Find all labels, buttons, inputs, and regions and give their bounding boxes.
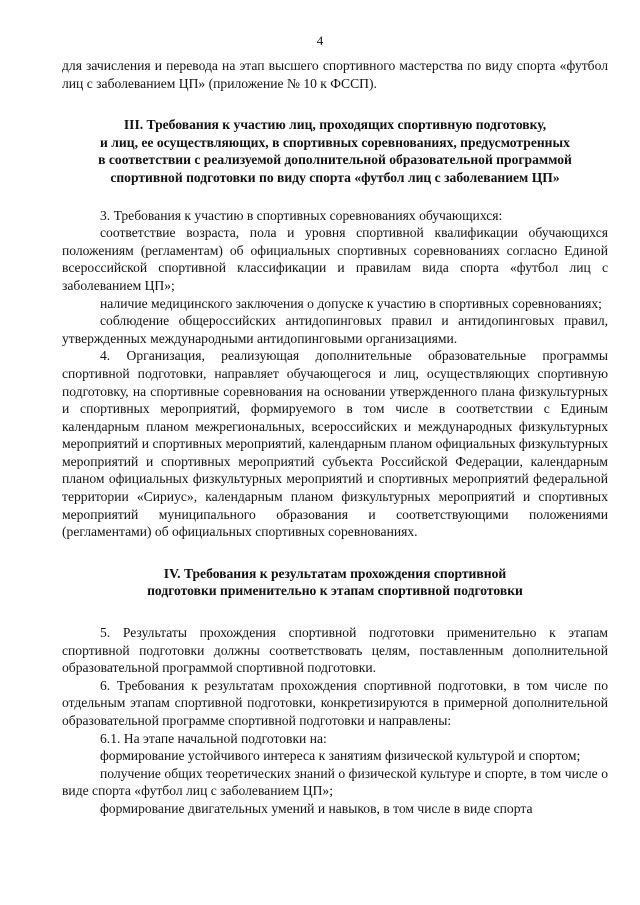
heading-line: III. Требования к участию лиц, проходящих спортивную подготовку, [123,117,547,133]
heading-line: и лиц, ее осуществляющих, в спортивных соревнованиях, предусмотренных [100,134,570,150]
section-3-heading [62,116,608,186]
paragraph: 6. Требования к результатам прохождения спортивной подготовки, в том числе по отдельным этапам спортивной подготовки, конкретизируются в примерной дополнительной образовательной программе спортивной подготовки и направлены: [62,677,608,728]
intro-paragraph: для зачисления и перевода на этап высшего спортивного мастерства по виду спорта «футбол лиц с заболеванием ЦП» (приложение № 10 к ФССП). [62,58,608,91]
section-4-heading [62,565,608,600]
section-3-body [62,207,608,541]
paragraph: формирование двигательных умений и навыков, в том числе в виде спорта [100,800,533,816]
paragraph: наличие медицинского заключения о допуске к участию в спортивных соревнованиях; [100,295,602,311]
paragraph: 4. Организация, реализующая дополнительные образовательные программы спортивной подготовки, направляет обучающегося и лиц, осуществляющих спортивную подготовку, на спортивные соревнования на основании утвержденного плана физкультурных и спортивных мероприятий, формируемого в том числе в соответствии с Единым календарным планом межрегиональных, всероссийских и международных физкультурных мероприятий и спортивных мероприятий, календарным планом официальных физкультурных мероприятий и спортивных мероприятий субъекта Российской Федерации, календарным планом официальных физкультурных мероприятий и спортивных мероприятий федеральной территории «Сириус», календарным планом физкультурных мероприятий и спортивных мероприятий муниципального образования и соответствующими положениями (регламентами) об официальных спортивных соревнованиях. [62,348,608,540]
page-number: 4 [316,33,324,48]
heading-line: IV. Требования к результатам прохождения спортивной [163,565,507,581]
heading-line: в соответствии с реализуемой дополнительной образовательной программой [98,152,572,168]
paragraph: соответствие возраста, пола и уровня спортивной квалификации обучающихся положениям (регламентам) об официальных спортивных соревнованиях согласно Единой всероссийской спортивной классификации и правилам вида спорта «футбол лиц с заболеванием ЦП»; [62,225,608,293]
paragraph: 5. Результаты прохождения спортивной подготовки применительно к этапам спортивной подготовки должны соответствовать целям, поставленным дополнительной образовательной программой спортивной подготовки. [62,625,608,676]
section-4-body [62,624,608,818]
paragraph: 6.1. На этапе начальной подготовки на: [100,730,327,746]
paragraph: получение общих теоретических знаний о физической культуре и спорте, в том числе о виде спорта «футбол лиц с заболеванием ЦП»; [62,765,608,799]
heading-line: спортивной подготовки по виду спорта «футбол лиц с заболеванием ЦП» [110,169,560,185]
heading-line: подготовки применительно к этапам спортивной подготовки [147,583,523,599]
page-content [62,57,608,818]
paragraph: соблюдение общероссийских антидопинговых правил и антидопинговых правил, утвержденных международными антидопинговыми организациями. [62,313,608,346]
paragraph: 3. Требования к участию в спортивных соревнованиях обучающихся: [100,207,503,223]
paragraph: формирование устойчивого интереса к занятиям физической культурой и спортом; [100,748,581,764]
